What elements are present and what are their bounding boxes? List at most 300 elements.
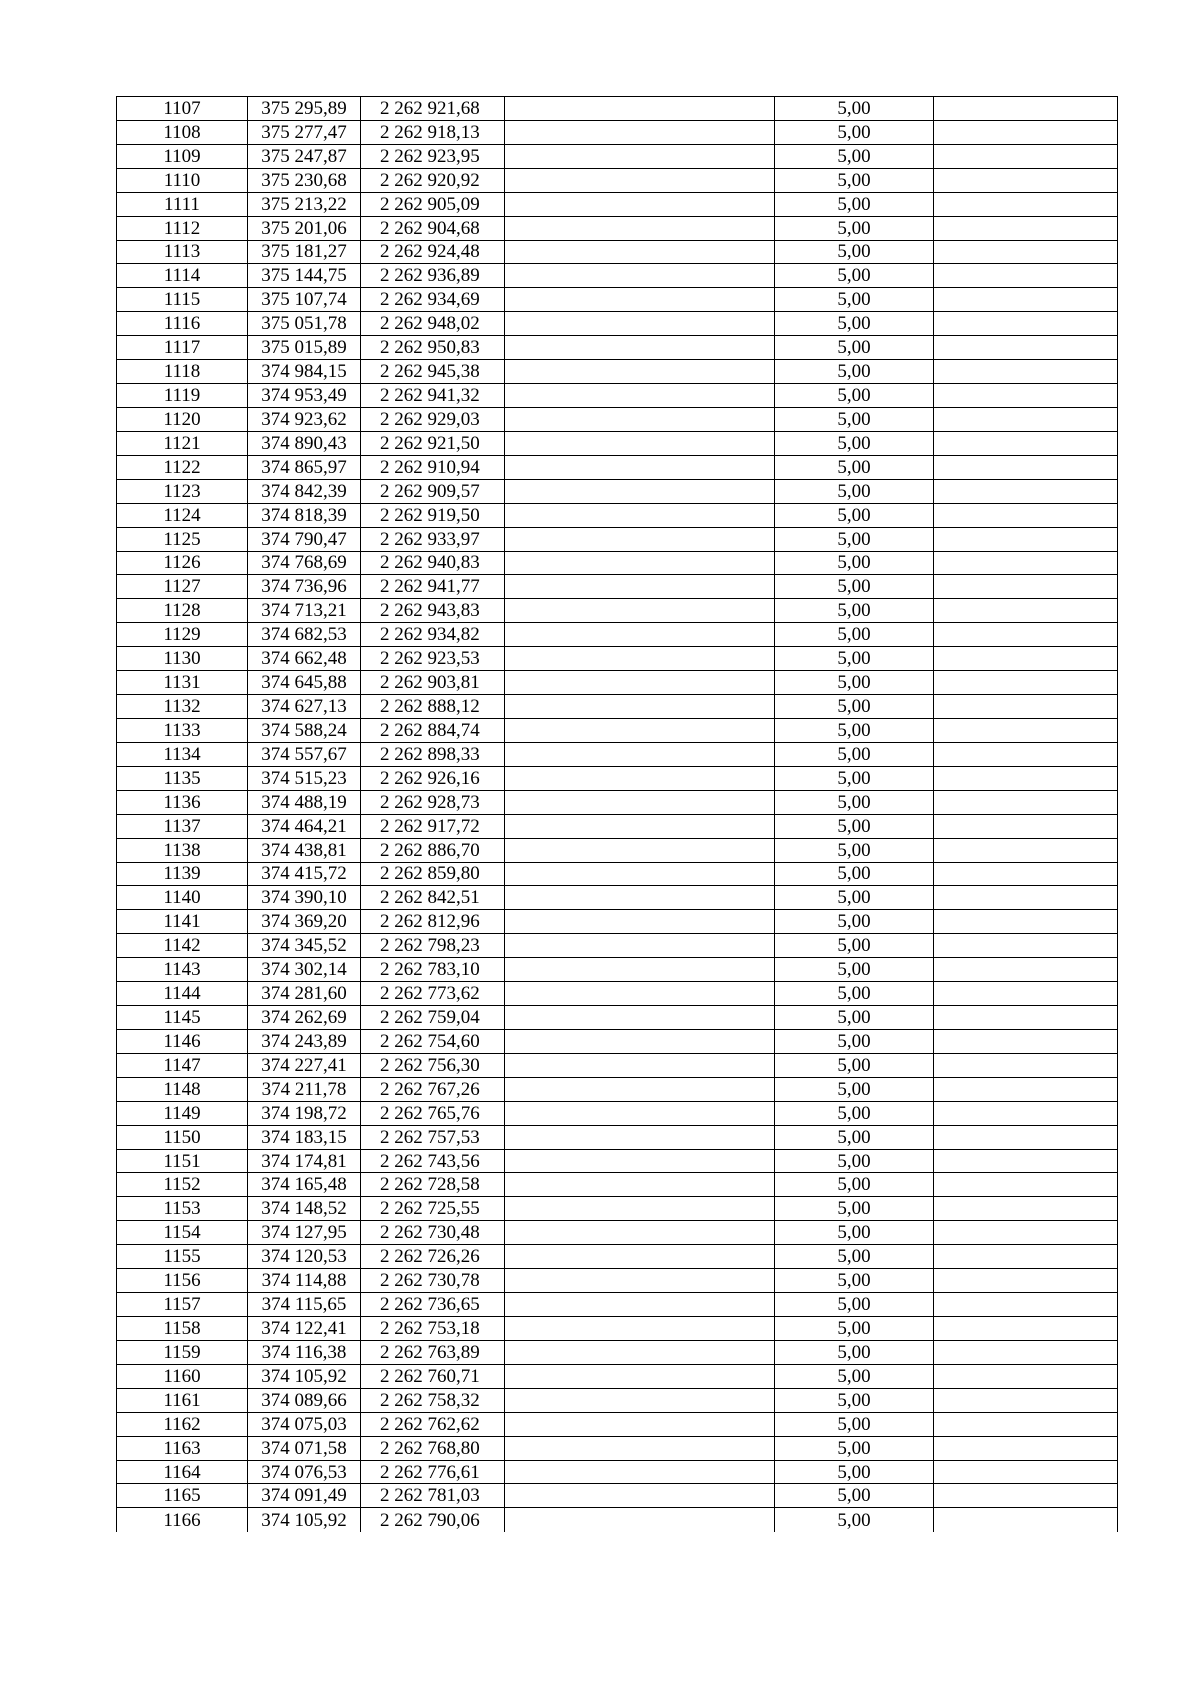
x-coordinate-cell: 374 122,41 (248, 1317, 361, 1341)
point-number-cell: 1147 (117, 1053, 248, 1077)
note-cell (934, 1149, 1118, 1173)
table-row (117, 168, 1118, 192)
y-coordinate-cell: 2 262 945,38 (361, 360, 505, 384)
value-cell: 5,00 (775, 623, 934, 647)
note-cell (934, 216, 1118, 240)
note-cell (934, 695, 1118, 719)
x-coordinate-cell: 374 682,53 (248, 623, 361, 647)
point-number-cell: 1158 (117, 1317, 248, 1341)
note-cell (934, 838, 1118, 862)
y-coordinate-cell: 2 262 767,26 (361, 1077, 505, 1101)
value-cell: 5,00 (775, 120, 934, 144)
point-number-cell: 1122 (117, 455, 248, 479)
point-number-cell: 1128 (117, 599, 248, 623)
empty-cell (505, 1484, 775, 1508)
table-row (117, 1197, 1118, 1221)
x-coordinate-cell: 374 127,95 (248, 1221, 361, 1245)
table-row (117, 144, 1118, 168)
empty-cell (505, 599, 775, 623)
point-number-cell: 1166 (117, 1508, 248, 1532)
empty-cell (505, 384, 775, 408)
value-cell: 5,00 (775, 814, 934, 838)
note-cell (934, 1508, 1118, 1532)
point-number-cell: 1145 (117, 1006, 248, 1030)
value-cell: 5,00 (775, 790, 934, 814)
empty-cell (505, 1317, 775, 1341)
x-coordinate-cell: 374 345,52 (248, 934, 361, 958)
value-cell: 5,00 (775, 1245, 934, 1269)
x-coordinate-cell: 374 390,10 (248, 886, 361, 910)
empty-cell (505, 264, 775, 288)
point-number-cell: 1127 (117, 575, 248, 599)
empty-cell (505, 1173, 775, 1197)
value-cell: 5,00 (775, 1221, 934, 1245)
point-number-cell: 1117 (117, 336, 248, 360)
point-number-cell: 1126 (117, 551, 248, 575)
value-cell: 5,00 (775, 1149, 934, 1173)
note-cell (934, 1006, 1118, 1030)
y-coordinate-cell: 2 262 758,32 (361, 1388, 505, 1412)
x-coordinate-cell: 374 713,21 (248, 599, 361, 623)
value-cell: 5,00 (775, 766, 934, 790)
value-cell: 5,00 (775, 982, 934, 1006)
y-coordinate-cell: 2 262 776,61 (361, 1460, 505, 1484)
empty-cell (505, 1245, 775, 1269)
empty-cell (505, 312, 775, 336)
empty-cell (505, 1029, 775, 1053)
y-coordinate-cell: 2 262 759,04 (361, 1006, 505, 1030)
point-number-cell: 1130 (117, 647, 248, 671)
point-number-cell: 1133 (117, 718, 248, 742)
empty-cell (505, 766, 775, 790)
table-row (117, 1484, 1118, 1508)
note-cell (934, 862, 1118, 886)
y-coordinate-cell: 2 262 905,09 (361, 192, 505, 216)
note-cell (934, 479, 1118, 503)
x-coordinate-cell: 374 790,47 (248, 527, 361, 551)
note-cell (934, 958, 1118, 982)
value-cell: 5,00 (775, 718, 934, 742)
table-row (117, 958, 1118, 982)
y-coordinate-cell: 2 262 728,58 (361, 1173, 505, 1197)
table-row (117, 1412, 1118, 1436)
x-coordinate-cell: 375 107,74 (248, 288, 361, 312)
empty-cell (505, 1364, 775, 1388)
empty-cell (505, 1293, 775, 1317)
x-coordinate-cell: 375 201,06 (248, 216, 361, 240)
empty-cell (505, 934, 775, 958)
y-coordinate-cell: 2 262 754,60 (361, 1029, 505, 1053)
x-coordinate-cell: 375 015,89 (248, 336, 361, 360)
x-coordinate-cell: 374 105,92 (248, 1508, 361, 1532)
empty-cell (505, 407, 775, 431)
table-row (117, 886, 1118, 910)
x-coordinate-cell: 374 627,13 (248, 695, 361, 719)
empty-cell (505, 1077, 775, 1101)
point-number-cell: 1118 (117, 360, 248, 384)
point-number-cell: 1155 (117, 1245, 248, 1269)
point-number-cell: 1164 (117, 1460, 248, 1484)
x-coordinate-cell: 374 243,89 (248, 1029, 361, 1053)
point-number-cell: 1146 (117, 1029, 248, 1053)
point-number-cell: 1115 (117, 288, 248, 312)
x-coordinate-cell: 374 662,48 (248, 647, 361, 671)
table-row (117, 192, 1118, 216)
empty-cell (505, 216, 775, 240)
note-cell (934, 312, 1118, 336)
x-coordinate-cell: 374 557,67 (248, 742, 361, 766)
table-row (117, 455, 1118, 479)
note-cell (934, 1460, 1118, 1484)
table-row (117, 503, 1118, 527)
y-coordinate-cell: 2 262 940,83 (361, 551, 505, 575)
value-cell: 5,00 (775, 910, 934, 934)
y-coordinate-cell: 2 262 924,48 (361, 240, 505, 264)
x-coordinate-cell: 374 369,20 (248, 910, 361, 934)
table-row (117, 360, 1118, 384)
y-coordinate-cell: 2 262 918,13 (361, 120, 505, 144)
x-coordinate-cell: 375 213,22 (248, 192, 361, 216)
point-number-cell: 1163 (117, 1436, 248, 1460)
table-row (117, 1364, 1118, 1388)
value-cell: 5,00 (775, 1508, 934, 1532)
value-cell: 5,00 (775, 455, 934, 479)
value-cell: 5,00 (775, 527, 934, 551)
empty-cell (505, 479, 775, 503)
y-coordinate-cell: 2 262 950,83 (361, 336, 505, 360)
table-row (117, 623, 1118, 647)
point-number-cell: 1140 (117, 886, 248, 910)
x-coordinate-cell: 374 645,88 (248, 671, 361, 695)
table-row (117, 1245, 1118, 1269)
value-cell: 5,00 (775, 838, 934, 862)
note-cell (934, 1077, 1118, 1101)
value-cell: 5,00 (775, 1006, 934, 1030)
y-coordinate-cell: 2 262 943,83 (361, 599, 505, 623)
note-cell (934, 384, 1118, 408)
table-row (117, 575, 1118, 599)
empty-cell (505, 1508, 775, 1532)
y-coordinate-cell: 2 262 798,23 (361, 934, 505, 958)
x-coordinate-cell: 374 071,58 (248, 1436, 361, 1460)
note-cell (934, 1364, 1118, 1388)
point-number-cell: 1107 (117, 97, 248, 121)
note-cell (934, 886, 1118, 910)
x-coordinate-cell: 375 277,47 (248, 120, 361, 144)
x-coordinate-cell: 374 165,48 (248, 1173, 361, 1197)
note-cell (934, 1436, 1118, 1460)
point-number-cell: 1129 (117, 623, 248, 647)
x-coordinate-cell: 374 415,72 (248, 862, 361, 886)
table-row (117, 1317, 1118, 1341)
x-coordinate-cell: 374 075,03 (248, 1412, 361, 1436)
table-row (117, 742, 1118, 766)
table-row (117, 1053, 1118, 1077)
note-cell (934, 1053, 1118, 1077)
y-coordinate-cell: 2 262 790,06 (361, 1508, 505, 1532)
table-row (117, 240, 1118, 264)
value-cell: 5,00 (775, 1173, 934, 1197)
empty-cell (505, 1197, 775, 1221)
note-cell (934, 455, 1118, 479)
empty-cell (505, 527, 775, 551)
table-row (117, 647, 1118, 671)
table-row (117, 1388, 1118, 1412)
note-cell (934, 168, 1118, 192)
x-coordinate-cell: 374 198,72 (248, 1101, 361, 1125)
note-cell (934, 647, 1118, 671)
empty-cell (505, 958, 775, 982)
y-coordinate-cell: 2 262 929,03 (361, 407, 505, 431)
empty-cell (505, 120, 775, 144)
value-cell: 5,00 (775, 1412, 934, 1436)
point-number-cell: 1134 (117, 742, 248, 766)
empty-cell (505, 1412, 775, 1436)
point-number-cell: 1110 (117, 168, 248, 192)
empty-cell (505, 168, 775, 192)
point-number-cell: 1121 (117, 431, 248, 455)
value-cell: 5,00 (775, 1125, 934, 1149)
point-number-cell: 1137 (117, 814, 248, 838)
point-number-cell: 1159 (117, 1340, 248, 1364)
value-cell: 5,00 (775, 144, 934, 168)
empty-cell (505, 1221, 775, 1245)
note-cell (934, 623, 1118, 647)
point-number-cell: 1124 (117, 503, 248, 527)
x-coordinate-cell: 374 120,53 (248, 1245, 361, 1269)
x-coordinate-cell: 374 089,66 (248, 1388, 361, 1412)
empty-cell (505, 97, 775, 121)
table-row (117, 97, 1118, 121)
point-number-cell: 1108 (117, 120, 248, 144)
value-cell: 5,00 (775, 1077, 934, 1101)
note-cell (934, 1269, 1118, 1293)
empty-cell (505, 431, 775, 455)
note-cell (934, 551, 1118, 575)
value-cell: 5,00 (775, 192, 934, 216)
y-coordinate-cell: 2 262 919,50 (361, 503, 505, 527)
table-row (117, 431, 1118, 455)
table-row (117, 1340, 1118, 1364)
empty-cell (505, 718, 775, 742)
y-coordinate-cell: 2 262 941,77 (361, 575, 505, 599)
y-coordinate-cell: 2 262 762,62 (361, 1412, 505, 1436)
point-number-cell: 1156 (117, 1269, 248, 1293)
note-cell (934, 671, 1118, 695)
note-cell (934, 1221, 1118, 1245)
empty-cell (505, 623, 775, 647)
value-cell: 5,00 (775, 599, 934, 623)
table-row (117, 671, 1118, 695)
y-coordinate-cell: 2 262 757,53 (361, 1125, 505, 1149)
table-row (117, 551, 1118, 575)
x-coordinate-cell: 375 295,89 (248, 97, 361, 121)
value-cell: 5,00 (775, 1197, 934, 1221)
point-number-cell: 1136 (117, 790, 248, 814)
coordinates-table-body (117, 97, 1118, 1532)
point-number-cell: 1154 (117, 1221, 248, 1245)
table-row (117, 1029, 1118, 1053)
x-coordinate-cell: 375 230,68 (248, 168, 361, 192)
x-coordinate-cell: 374 515,23 (248, 766, 361, 790)
x-coordinate-cell: 374 114,88 (248, 1269, 361, 1293)
empty-cell (505, 1053, 775, 1077)
note-cell (934, 742, 1118, 766)
point-number-cell: 1139 (117, 862, 248, 886)
value-cell: 5,00 (775, 431, 934, 455)
note-cell (934, 1340, 1118, 1364)
table-row (117, 814, 1118, 838)
x-coordinate-cell: 374 818,39 (248, 503, 361, 527)
table-row (117, 1006, 1118, 1030)
note-cell (934, 336, 1118, 360)
table-row (117, 1508, 1118, 1532)
value-cell: 5,00 (775, 1436, 934, 1460)
note-cell (934, 264, 1118, 288)
x-coordinate-cell: 374 115,65 (248, 1293, 361, 1317)
empty-cell (505, 455, 775, 479)
value-cell: 5,00 (775, 479, 934, 503)
x-coordinate-cell: 374 302,14 (248, 958, 361, 982)
value-cell: 5,00 (775, 1269, 934, 1293)
value-cell: 5,00 (775, 695, 934, 719)
y-coordinate-cell: 2 262 730,48 (361, 1221, 505, 1245)
note-cell (934, 1484, 1118, 1508)
note-cell (934, 1317, 1118, 1341)
empty-cell (505, 1269, 775, 1293)
empty-cell (505, 790, 775, 814)
point-number-cell: 1150 (117, 1125, 248, 1149)
x-coordinate-cell: 374 148,52 (248, 1197, 361, 1221)
value-cell: 5,00 (775, 934, 934, 958)
table-row (117, 527, 1118, 551)
note-cell (934, 934, 1118, 958)
y-coordinate-cell: 2 262 921,68 (361, 97, 505, 121)
y-coordinate-cell: 2 262 726,26 (361, 1245, 505, 1269)
y-coordinate-cell: 2 262 753,18 (361, 1317, 505, 1341)
value-cell: 5,00 (775, 1388, 934, 1412)
x-coordinate-cell: 374 923,62 (248, 407, 361, 431)
note-cell (934, 1388, 1118, 1412)
x-coordinate-cell: 374 091,49 (248, 1484, 361, 1508)
y-coordinate-cell: 2 262 934,82 (361, 623, 505, 647)
note-cell (934, 97, 1118, 121)
table-row (117, 120, 1118, 144)
empty-cell (505, 503, 775, 527)
y-coordinate-cell: 2 262 904,68 (361, 216, 505, 240)
x-coordinate-cell: 374 105,92 (248, 1364, 361, 1388)
note-cell (934, 527, 1118, 551)
value-cell: 5,00 (775, 1029, 934, 1053)
y-coordinate-cell: 2 262 898,33 (361, 742, 505, 766)
note-cell (934, 790, 1118, 814)
x-coordinate-cell: 374 588,24 (248, 718, 361, 742)
note-cell (934, 1197, 1118, 1221)
note-cell (934, 192, 1118, 216)
y-coordinate-cell: 2 262 923,53 (361, 647, 505, 671)
note-cell (934, 1412, 1118, 1436)
empty-cell (505, 1340, 775, 1364)
y-coordinate-cell: 2 262 756,30 (361, 1053, 505, 1077)
table-row (117, 862, 1118, 886)
value-cell: 5,00 (775, 360, 934, 384)
value-cell: 5,00 (775, 1317, 934, 1341)
table-row (117, 1221, 1118, 1245)
x-coordinate-cell: 374 183,15 (248, 1125, 361, 1149)
y-coordinate-cell: 2 262 910,94 (361, 455, 505, 479)
note-cell (934, 718, 1118, 742)
x-coordinate-cell: 374 890,43 (248, 431, 361, 455)
note-cell (934, 360, 1118, 384)
x-coordinate-cell: 374 464,21 (248, 814, 361, 838)
value-cell: 5,00 (775, 312, 934, 336)
y-coordinate-cell: 2 262 917,72 (361, 814, 505, 838)
y-coordinate-cell: 2 262 743,56 (361, 1149, 505, 1173)
y-coordinate-cell: 2 262 948,02 (361, 312, 505, 336)
point-number-cell: 1114 (117, 264, 248, 288)
note-cell (934, 288, 1118, 312)
note-cell (934, 814, 1118, 838)
point-number-cell: 1120 (117, 407, 248, 431)
table-row (117, 1125, 1118, 1149)
point-number-cell: 1123 (117, 479, 248, 503)
note-cell (934, 1101, 1118, 1125)
note-cell (934, 431, 1118, 455)
note-cell (934, 240, 1118, 264)
x-coordinate-cell: 374 281,60 (248, 982, 361, 1006)
y-coordinate-cell: 2 262 934,69 (361, 288, 505, 312)
point-number-cell: 1138 (117, 838, 248, 862)
point-number-cell: 1119 (117, 384, 248, 408)
table-row (117, 1293, 1118, 1317)
value-cell: 5,00 (775, 168, 934, 192)
point-number-cell: 1111 (117, 192, 248, 216)
empty-cell (505, 575, 775, 599)
note-cell (934, 144, 1118, 168)
y-coordinate-cell: 2 262 736,65 (361, 1293, 505, 1317)
point-number-cell: 1161 (117, 1388, 248, 1412)
point-number-cell: 1149 (117, 1101, 248, 1125)
value-cell: 5,00 (775, 1053, 934, 1077)
note-cell (934, 1125, 1118, 1149)
value-cell: 5,00 (775, 1101, 934, 1125)
point-number-cell: 1116 (117, 312, 248, 336)
y-coordinate-cell: 2 262 928,73 (361, 790, 505, 814)
y-coordinate-cell: 2 262 812,96 (361, 910, 505, 934)
x-coordinate-cell: 374 842,39 (248, 479, 361, 503)
table-row (117, 1173, 1118, 1197)
table-row (117, 384, 1118, 408)
empty-cell (505, 360, 775, 384)
x-coordinate-cell: 374 865,97 (248, 455, 361, 479)
y-coordinate-cell: 2 262 730,78 (361, 1269, 505, 1293)
x-coordinate-cell: 374 953,49 (248, 384, 361, 408)
empty-cell (505, 336, 775, 360)
table-row (117, 336, 1118, 360)
table-row (117, 695, 1118, 719)
value-cell: 5,00 (775, 97, 934, 121)
table-row (117, 216, 1118, 240)
x-coordinate-cell: 374 116,38 (248, 1340, 361, 1364)
table-row (117, 1149, 1118, 1173)
empty-cell (505, 1101, 775, 1125)
coordinates-table (116, 96, 1118, 1532)
point-number-cell: 1141 (117, 910, 248, 934)
table-row (117, 288, 1118, 312)
y-coordinate-cell: 2 262 920,92 (361, 168, 505, 192)
empty-cell (505, 1125, 775, 1149)
empty-cell (505, 982, 775, 1006)
